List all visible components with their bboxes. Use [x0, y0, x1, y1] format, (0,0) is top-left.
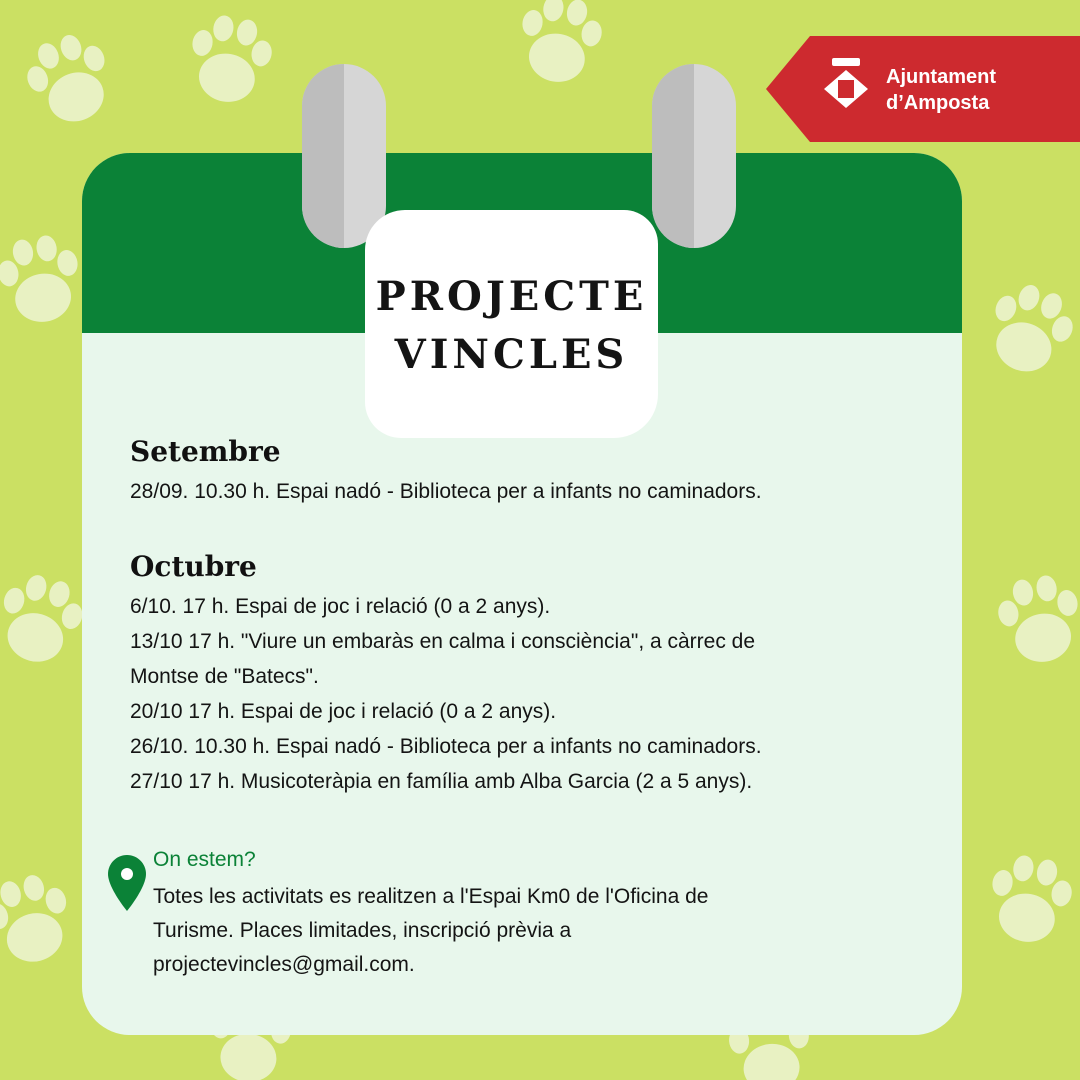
month-heading-octubre: Octubre [130, 550, 257, 583]
location-line: Totes les activitats es realitzen a l'Espai Km0 de l'Oficina de [153, 885, 709, 908]
event-line: 20/10 17 h. Espai de joc i relació (0 a 2 anys). [130, 700, 557, 723]
title-line-2: VINCLES [394, 331, 629, 378]
month-heading-setembre: Setembre [130, 435, 281, 468]
ajuntament-name [886, 64, 996, 116]
event-line: 27/10 17 h. Musicoteràpia en família amb Alba Garcia (2 a 5 anys). [130, 770, 753, 793]
location-email: projectevincles@gmail.com. [153, 953, 415, 976]
event-line: Montse de "Batecs". [130, 665, 319, 688]
event-line: 26/10. 10.30 h. Espai nadó - Biblioteca per a infants no caminadors. [130, 735, 762, 758]
ajuntament-line-2: d’Amposta [886, 92, 990, 114]
map-pin-icon [108, 855, 146, 911]
location-info [153, 880, 873, 982]
location-heading: On estem? [153, 848, 256, 871]
calendar-ring-right [652, 64, 736, 248]
page-title [365, 268, 658, 384]
event-line: 13/10 17 h. "Viure un embaràs en calma i consciència", a càrrec de [130, 630, 756, 653]
calendar-ring-left [302, 64, 386, 248]
location-line: Turisme. Places limitades, inscripció prèvia a [153, 919, 572, 942]
event-line: 6/10. 17 h. Espai de joc i relació (0 a 2 anys). [130, 595, 551, 618]
event-line: 28/09. 10.30 h. Espai nadó - Biblioteca per a infants no caminadors. [130, 480, 762, 503]
title-line-1: PROJECTE [375, 273, 648, 320]
ajuntament-line-1: Ajuntament [886, 66, 996, 88]
